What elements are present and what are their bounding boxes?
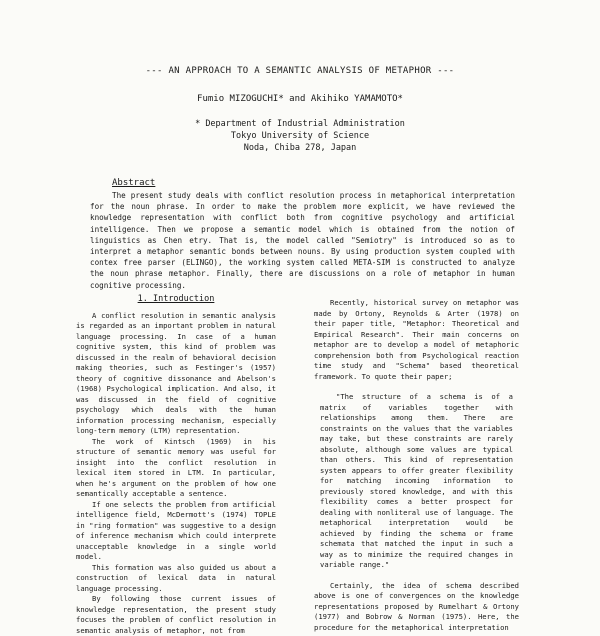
affiliation-line: Noda, Chiba 278, Japan [243,143,357,153]
abstract-paragraph: The present study deals with conflict resolution process in metaphorical interpretation for the noun phrase. In order to make the problem more explicit, we have reviewed the knowledge representation with conflict both from cognitive psychology and artificial intelligence. Then we propose a semantic model which is obtained from the notion of linguistics as Chen etry. That is, the model called "Semiotry" is introduced so as to interpret a metaphor semantic bonds between nouns. By using production system coupled with contex free parser (ELINGO), the working system called META-SIM is constructed to analyze the noun phrase metaphor. Finally, there are discussions on a role of metaphor in human cognitive processing. [90,191,515,290]
affiliation-line: * Department of Industrial Administration [195,119,405,129]
left-column [76,294,276,636]
affiliation-line: Tokyo University of Science [230,131,370,141]
body-paragraph: If one selects the problem from artificial intelligence field, McDermott's (1974) TOPLE in "ring formation" was suggestive to a design of inference mechanism which could interprete unacceptable knowledge in a single world model. [76,499,276,561]
body-paragraph: A conflict resolution in semantic analysis is regarded as an important problem in natural language processing. In case of a human cognitive system, this kind of problem was discussed in the realm of behavioral decision making theories, such as Festinger's (1957) theory of cognitive dissonance and Abelson's (1968) Psychological implication. And also, it was discussed in the field of cognitive psychology which deals with the human information processing mechanism, especially long-term memory (LTM) representation. [76,310,276,435]
body-paragraph: This formation was also guided us about a construction of lexical data in natural language processing. [76,562,276,593]
abstract-heading: Abstract [112,178,156,188]
affiliation-block [0,118,600,154]
body-paragraph: Certainly, the idea of schema described above is one of convergences on the knowledge representations proposed by Rumelhart & Ortony (1977) and Bobrow & Norman (1975). Here, the procedure for the metaphorical interpretation [314,580,519,632]
body-paragraph: Recently, historical survey on metaphor was made by Ortony, Reynolds & Arter (1978) on their paper title, "Metaphor: Theoretical and Empirical Research". Their main concerns on metaphor are to develop a model of metaphoric comprehension both from Psychological reaction time study and "Schema" based theoretical framework. To quote their paper; [314,298,519,381]
body-paragraph: The work of Kintsch (1969) in his structure of semantic memory was useful for insight into the conflict resolution in lexical item stored in LTM. In particular, when he's argument on the problem of how one semantically acceptable a sentence. [76,436,276,498]
abstract-body [90,190,515,291]
body-paragraph: By following those current issues of knowledge representation, the present study focuses the problem of conflict resolution in semantic analysis of metaphor, not from [76,594,276,635]
right-column [314,298,519,633]
author-line: Fumio MIZOGUCHI* and Akihiko YAMAMOTO* [197,94,403,104]
quote-paragraph: "The structure of a schema is of a matrix of variables together with relationships among them. There are constraints on the values that the variables may take, but these constraints are rarely absolute, although some values are typical than others. This kind of representation system appears to offer greater flexibility for matching incoming information to previously stored knowledge, and with this flexibility comes a better prospect for dealing with nonliteral use of language. The metaphorical interpretation would be achieved by finding the schema or frame schemata that matched the input in such a way as to minimize the required changes in variable range." [320,392,513,569]
section-heading: 1. Introduction [137,294,215,304]
paper-title: --- AN APPROACH TO A SEMANTIC ANALYSIS OF METAPHOR --- [145,66,455,76]
